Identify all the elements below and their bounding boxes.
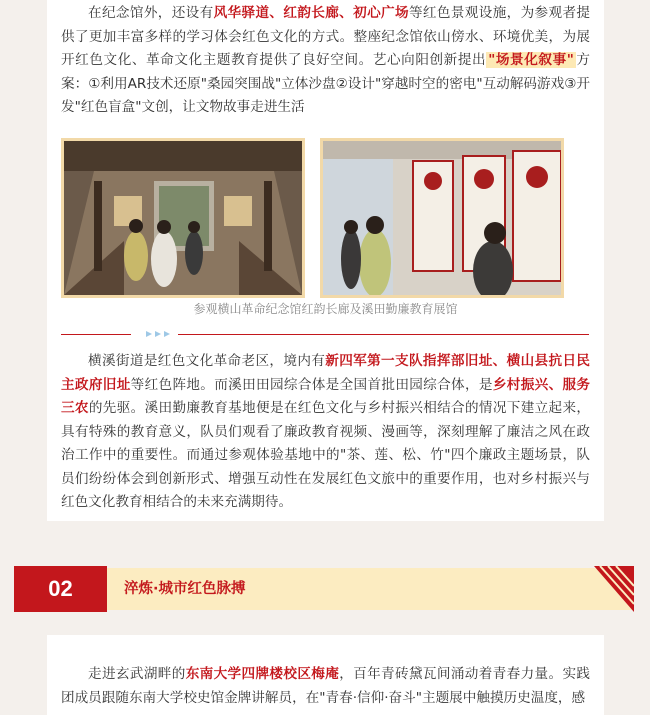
highlight-sites: 新四军第一支队指挥部旧址、横山县抗日民主政府旧址 [61,353,591,393]
article-card-2 [47,635,604,715]
paragraph-hengxi: 横溪街道是红色文化革命老区，境内有新四军第一支队指挥部旧址、横山县抗日民主政府旧址等红色阵地。而溪田田园综合体是全国首批田园综合体，是乡村振兴、服务三农的先驱。溪田勤廉教育基地便是在红色文化与乡村振兴相结合的情况下建立起来，具有特殊的教育意义，队员们观看了廉政教育视频、漫画等，深刻理解了廉洁之风在政治工作中的重要性。而通过参观体验基地中的"茶、莲、松、竹"四个廉政主题场景，队员们纷纷体会到创新形式、增强互动性在发展红色文旅中的重要作用，也对乡村振兴与红色文化教育相结合的未来充满期待。 [61,353,591,510]
paragraph-memorial-outdoor: 在纪念馆外，还设有风华驿道、红韵长廊、初心广场等红色景观设施，为参观者提供了更加丰富多样的学习体会红色文化的方式。整座纪念馆依山傍水、环境优美，为展开红色文化、革命文化主题教育提供了良好空间。艺心向阳创新提出 "场景化叙事" 方案：①利用AR技术还原"桑园突围战"立体沙盘②设计"穿越时空的密电"互动解码游戏③开发"红色盲盒"文创，让文物故事走进生活 [61,5,591,115]
arrow-icon [146,331,152,337]
section-divider [61,334,589,336]
stripe-decoration-icon [594,566,634,612]
article-card [47,0,604,521]
highlight-landscapes: 风华驿道、红韵长廊、初心广场 [213,5,409,21]
paragraph-seu: 走进玄武湖畔的东南大学四牌楼校区梅庵，百年青砖黛瓦间涌动着青春力量。实践团成员跟随东南大学校史馆金牌讲解员，在"青春·信仰·奋斗"主题展中触摸历史温度，感 [61,666,591,706]
arrow-icon [164,331,170,337]
highlight-scene-narrative: "场景化叙事" [488,52,574,68]
highlight-meian: 东南大学四牌楼校区梅庵 [185,666,340,682]
photo-corridor [61,138,305,298]
section-title: 淬炼·城市红色脉搏 [124,581,246,597]
section-header [14,566,634,612]
photo-caption: 参观横山革命纪念馆红韵长廊及溪田勤廉教育展馆 [193,302,458,316]
arrow-icon [155,331,161,337]
photo-exhibition-hall [320,138,564,298]
highlight-rural: 乡村振兴、服务三农 [61,376,591,416]
section-number: 02 [14,566,107,612]
